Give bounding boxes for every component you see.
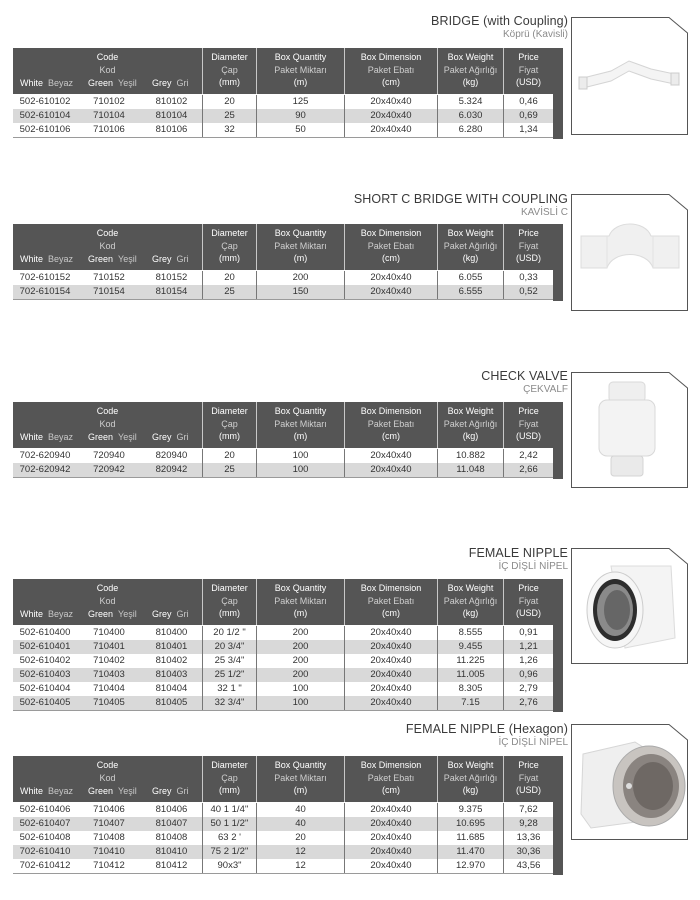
header-box-quantity: Box Quantity Paket Miktarı (m) (257, 579, 345, 625)
box-weight-cell: 6.280 (438, 123, 504, 137)
table-row (13, 831, 553, 845)
diameter-cell: 25 3/4" (203, 654, 257, 668)
code-white-cell: 502-610407 (19, 818, 71, 829)
code-grey-cell: 810404 (141, 682, 203, 696)
product-subtitle: İÇ DİŞLİ NİPEL (498, 561, 568, 572)
female-nipple-hexagon-fitting-icon (571, 724, 688, 840)
box-weight-cell: 11.685 (438, 831, 504, 845)
price-cell: 13,36 (516, 832, 541, 843)
code-white-cell: 702-620942 (19, 464, 71, 475)
table-edge-strip (553, 756, 563, 875)
header-diameter: Diameter Çap (mm) (203, 579, 257, 625)
header-code-label: Code (96, 583, 119, 593)
diameter-cell: 20 (203, 271, 257, 285)
header-green: Green Yeşil (88, 431, 137, 442)
product-title: FEMALE NIPPLE (468, 546, 568, 560)
price-cell: 0,96 (519, 669, 538, 680)
table-header (13, 48, 553, 94)
code-white-cell: 702-610152 (19, 272, 71, 283)
code-grey-cell: 810408 (141, 831, 203, 845)
code-grey-cell: 810106 (141, 123, 203, 137)
price-cell: 2,66 (519, 464, 538, 475)
box-weight-cell: 10.882 (438, 449, 504, 463)
product-image (571, 17, 688, 135)
price-cell: 1,34 (519, 124, 538, 135)
product-table (13, 579, 563, 712)
code-grey-cell: 820940 (141, 449, 203, 463)
header-diameter: Diameter Çap (mm) (203, 402, 257, 448)
box-quantity-cell: 40 (257, 817, 345, 831)
table-row (13, 109, 553, 123)
header-code-label: Code (96, 228, 119, 238)
diameter-cell: 25 (203, 463, 257, 477)
header-price: Price Fiyat (USD) (516, 52, 541, 87)
code-green-cell: 710407 (93, 818, 125, 829)
table-edge-strip (553, 579, 563, 712)
code-grey-cell: 810400 (141, 626, 203, 640)
box-weight-cell: 8.555 (438, 626, 504, 640)
table-header (13, 756, 553, 802)
diameter-cell: 20 1/2 " (203, 626, 257, 640)
code-grey-cell: 810102 (141, 95, 203, 109)
box-quantity-cell: 100 (257, 696, 345, 710)
code-grey-cell: 810401 (141, 640, 203, 654)
box-dimension-cell: 20x40x40 (345, 668, 438, 682)
box-weight-cell: 6.055 (438, 271, 504, 285)
header-diameter: Diameter Çap (mm) (203, 224, 257, 270)
code-grey-cell: 810410 (141, 845, 203, 859)
diameter-cell: 90x3" (203, 859, 257, 873)
header-price: Price Fiyat (USD) (516, 760, 541, 795)
box-dimension-cell: 20x40x40 (345, 95, 438, 109)
price-cell: 1,21 (519, 641, 538, 652)
price-cell: 1,26 (519, 655, 538, 666)
price-cell: 0,69 (519, 110, 538, 121)
header-code-label: Code (96, 760, 119, 770)
box-quantity-cell: 200 (257, 626, 345, 640)
product-subtitle: ÇEKVALF (523, 384, 568, 395)
header-box-quantity: Box Quantity Paket Miktarı (m) (257, 48, 345, 94)
code-white-cell: 702-620940 (19, 450, 71, 461)
code-green-cell: 710401 (93, 641, 125, 652)
diameter-cell: 25 (203, 285, 257, 299)
price-cell: 2,76 (519, 697, 538, 708)
code-grey-cell: 810412 (141, 859, 203, 873)
header-code (13, 402, 203, 448)
code-green-cell: 720942 (93, 464, 125, 475)
code-white-cell: 702-610154 (19, 286, 71, 297)
box-weight-cell: 11.470 (438, 845, 504, 859)
price-cell: 30,36 (516, 846, 541, 857)
price-cell: 0,46 (519, 96, 538, 107)
code-white-cell: 502-610406 (19, 804, 71, 815)
box-weight-cell: 11.005 (438, 668, 504, 682)
price-cell: 43,56 (516, 860, 541, 871)
header-code-label-tr: Kod (99, 418, 116, 429)
code-grey-cell: 810406 (141, 803, 203, 817)
header-price: Price Fiyat (USD) (516, 228, 541, 263)
code-grey-cell: 810104 (141, 109, 203, 123)
diameter-cell: 50 1 1/2'' (203, 817, 257, 831)
header-diameter: Diameter Çap (mm) (203, 756, 257, 802)
box-dimension-cell: 20x40x40 (345, 817, 438, 831)
code-white-cell: 502-610404 (19, 683, 71, 694)
product-title: FEMALE NIPPLE (Hexagon) (405, 722, 568, 736)
box-dimension-cell: 20x40x40 (345, 109, 438, 123)
table-row (13, 285, 553, 300)
box-quantity-cell: 50 (257, 123, 345, 137)
table-row (13, 817, 553, 831)
box-weight-cell: 10.695 (438, 817, 504, 831)
header-code (13, 579, 203, 625)
bridge-pipe-fitting-icon (571, 17, 688, 135)
header-grey: Grey Gri (152, 253, 189, 264)
product-title: CHECK VALVE (481, 369, 568, 383)
product-subtitle: İÇ DİŞLİ NİPEL (498, 737, 568, 748)
header-code-label: Code (96, 52, 119, 62)
code-grey-cell: 810154 (141, 285, 203, 299)
box-weight-cell: 6.030 (438, 109, 504, 123)
price-cell: 2,42 (519, 450, 538, 461)
product-title: SHORT C BRIDGE WITH COUPLING (353, 192, 568, 206)
box-weight-cell: 6.555 (438, 285, 504, 299)
header-box-dimension: Box Dimension Paket Ebatı (cm) (345, 48, 438, 94)
box-weight-cell: 7.15 (438, 696, 504, 710)
header-box-dimension: Box Dimension Paket Ebatı (cm) (345, 579, 438, 625)
header-box-weight: Box Weight Paket Ağırlığı (kg) (438, 48, 504, 94)
box-quantity-cell: 200 (257, 640, 345, 654)
box-weight-cell: 12.970 (438, 859, 504, 873)
diameter-cell: 32 1 " (203, 682, 257, 696)
code-green-cell: 710154 (93, 286, 125, 297)
female-nipple-fitting-icon (571, 548, 688, 664)
box-dimension-cell: 20x40x40 (345, 682, 438, 696)
header-white: White Beyaz (20, 77, 74, 88)
code-green-cell: 710106 (93, 124, 125, 135)
box-weight-cell: 9.455 (438, 640, 504, 654)
code-white-cell: 502-610408 (19, 832, 71, 843)
table-body (13, 271, 553, 300)
table-row (13, 682, 553, 696)
box-quantity-cell: 200 (257, 668, 345, 682)
header-box-dimension: Box Dimension Paket Ebatı (cm) (345, 224, 438, 270)
code-green-cell: 710402 (93, 655, 125, 666)
product-image (571, 194, 688, 311)
code-white-cell: 502-610102 (19, 96, 71, 107)
product-image (571, 548, 688, 664)
product-image (571, 724, 688, 840)
diameter-cell: 32 (203, 123, 257, 137)
header-box-quantity: Box Quantity Paket Miktarı (m) (257, 756, 345, 802)
box-dimension-cell: 20x40x40 (345, 654, 438, 668)
box-dimension-cell: 20x40x40 (345, 803, 438, 817)
product-table (13, 402, 563, 479)
table-row (13, 803, 553, 817)
header-white: White Beyaz (20, 431, 74, 442)
header-white: White Beyaz (20, 785, 74, 796)
diameter-cell: 25 (203, 109, 257, 123)
code-grey-cell: 820942 (141, 463, 203, 477)
table-header (13, 579, 553, 625)
table-row (13, 640, 553, 654)
code-green-cell: 710403 (93, 669, 125, 680)
diameter-cell: 25 1/2" (203, 668, 257, 682)
box-quantity-cell: 40 (257, 803, 345, 817)
code-white-cell: 502-610104 (19, 110, 71, 121)
header-price: Price Fiyat (USD) (516, 406, 541, 441)
code-green-cell: 710400 (93, 627, 125, 638)
header-diameter: Diameter Çap (mm) (203, 48, 257, 94)
header-box-quantity: Box Quantity Paket Miktarı (m) (257, 224, 345, 270)
header-code-label-tr: Kod (99, 64, 116, 75)
table-edge-strip (553, 48, 563, 139)
box-quantity-cell: 125 (257, 95, 345, 109)
header-green: Green Yeşil (88, 253, 137, 264)
table-row (13, 845, 553, 859)
header-grey: Grey Gri (152, 77, 189, 88)
table-row (13, 123, 553, 138)
code-white-cell: 702-610410 (19, 846, 71, 857)
header-code (13, 224, 203, 270)
diameter-cell: 63 2 ' (203, 831, 257, 845)
box-dimension-cell: 20x40x40 (345, 626, 438, 640)
diameter-cell: 20 (203, 449, 257, 463)
code-grey-cell: 810152 (141, 271, 203, 285)
code-green-cell: 710406 (93, 804, 125, 815)
box-dimension-cell: 20x40x40 (345, 123, 438, 137)
header-box-dimension: Box Dimension Paket Ebatı (cm) (345, 402, 438, 448)
code-green-cell: 710404 (93, 683, 125, 694)
code-white-cell: 502-610400 (19, 627, 71, 638)
header-grey: Grey Gri (152, 608, 189, 619)
product-subtitle: Köprü (Kavisli) (502, 29, 568, 40)
header-box-weight: Box Weight Paket Ağırlığı (kg) (438, 579, 504, 625)
code-white-cell: 502-610401 (19, 641, 71, 652)
table-body (13, 626, 553, 711)
box-quantity-cell: 200 (257, 271, 345, 285)
product-title: BRIDGE (with Coupling) (431, 14, 568, 28)
header-box-weight: Box Weight Paket Ağırlığı (kg) (438, 402, 504, 448)
box-quantity-cell: 100 (257, 463, 345, 477)
table-row (13, 696, 553, 711)
header-code-label-tr: Kod (99, 595, 116, 606)
box-weight-cell: 11.225 (438, 654, 504, 668)
table-header (13, 402, 553, 448)
price-cell: 0,33 (519, 272, 538, 283)
diameter-cell: 32 3/4" (203, 696, 257, 710)
box-dimension-cell: 20x40x40 (345, 696, 438, 710)
table-edge-strip (553, 402, 563, 479)
box-dimension-cell: 20x40x40 (345, 845, 438, 859)
header-box-weight: Box Weight Paket Ağırlığı (kg) (438, 224, 504, 270)
box-quantity-cell: 12 (257, 859, 345, 873)
box-dimension-cell: 20x40x40 (345, 640, 438, 654)
price-cell: 0,91 (519, 627, 538, 638)
box-weight-cell: 5.324 (438, 95, 504, 109)
table-row (13, 668, 553, 682)
product-image (571, 372, 688, 488)
price-cell: 0,52 (519, 286, 538, 297)
header-code-label-tr: Kod (99, 240, 116, 251)
diameter-cell: 40 1 1/4'' (203, 803, 257, 817)
code-grey-cell: 810403 (141, 668, 203, 682)
code-white-cell: 502-610106 (19, 124, 71, 135)
diameter-cell: 20 3/4" (203, 640, 257, 654)
header-green: Green Yeşil (88, 77, 137, 88)
table-body (13, 803, 553, 874)
code-green-cell: 710102 (93, 96, 125, 107)
box-quantity-cell: 90 (257, 109, 345, 123)
table-row (13, 654, 553, 668)
product-table (13, 48, 563, 139)
box-quantity-cell: 100 (257, 449, 345, 463)
code-green-cell: 710408 (93, 832, 125, 843)
header-price: Price Fiyat (USD) (516, 583, 541, 618)
short-c-bridge-fitting-icon (571, 194, 688, 311)
table-row (13, 95, 553, 109)
table-row (13, 449, 553, 463)
box-weight-cell: 8.305 (438, 682, 504, 696)
header-code (13, 48, 203, 94)
box-dimension-cell: 20x40x40 (345, 859, 438, 873)
box-dimension-cell: 20x40x40 (345, 285, 438, 299)
header-green: Green Yeşil (88, 608, 137, 619)
header-box-dimension: Box Dimension Paket Ebatı (cm) (345, 756, 438, 802)
header-green: Green Yeşil (88, 785, 137, 796)
check-valve-fitting-icon (571, 372, 688, 488)
header-white: White Beyaz (20, 253, 74, 264)
header-box-quantity: Box Quantity Paket Miktarı (m) (257, 402, 345, 448)
table-edge-strip (553, 224, 563, 301)
code-white-cell: 502-610402 (19, 655, 71, 666)
product-subtitle: KAVİSLİ C (520, 207, 568, 218)
header-code (13, 756, 203, 802)
product-table (13, 756, 563, 875)
code-grey-cell: 810402 (141, 654, 203, 668)
code-white-cell: 502-610405 (19, 697, 71, 708)
price-cell: 2,79 (519, 683, 538, 694)
header-white: White Beyaz (20, 608, 74, 619)
header-code-label-tr: Kod (99, 772, 116, 783)
code-white-cell: 502-610403 (19, 669, 71, 680)
code-green-cell: 710410 (93, 846, 125, 857)
table-row (13, 463, 553, 478)
code-green-cell: 710405 (93, 697, 125, 708)
box-quantity-cell: 12 (257, 845, 345, 859)
diameter-cell: 20 (203, 95, 257, 109)
header-grey: Grey Gri (152, 785, 189, 796)
code-green-cell: 710152 (93, 272, 125, 283)
table-body (13, 95, 553, 138)
box-dimension-cell: 20x40x40 (345, 831, 438, 845)
header-box-weight: Box Weight Paket Ağırlığı (kg) (438, 756, 504, 802)
box-dimension-cell: 20x40x40 (345, 449, 438, 463)
table-row (13, 859, 553, 874)
code-green-cell: 710104 (93, 110, 125, 121)
box-weight-cell: 9.375 (438, 803, 504, 817)
table-row (13, 626, 553, 640)
diameter-cell: 75 2 1/2'' (203, 845, 257, 859)
box-quantity-cell: 150 (257, 285, 345, 299)
price-cell: 7,62 (519, 804, 538, 815)
box-quantity-cell: 200 (257, 654, 345, 668)
table-body (13, 449, 553, 478)
code-grey-cell: 810405 (141, 696, 203, 710)
box-dimension-cell: 20x40x40 (345, 271, 438, 285)
code-green-cell: 720940 (93, 450, 125, 461)
box-weight-cell: 11.048 (438, 463, 504, 477)
product-table (13, 224, 563, 301)
header-grey: Grey Gri (152, 431, 189, 442)
code-green-cell: 710412 (93, 860, 125, 871)
box-dimension-cell: 20x40x40 (345, 463, 438, 477)
box-quantity-cell: 20 (257, 831, 345, 845)
price-cell: 9,28 (519, 818, 538, 829)
header-code-label: Code (96, 406, 119, 416)
code-white-cell: 702-610412 (19, 860, 71, 871)
code-grey-cell: 810407 (141, 817, 203, 831)
table-row (13, 271, 553, 285)
table-header (13, 224, 553, 270)
box-quantity-cell: 100 (257, 682, 345, 696)
